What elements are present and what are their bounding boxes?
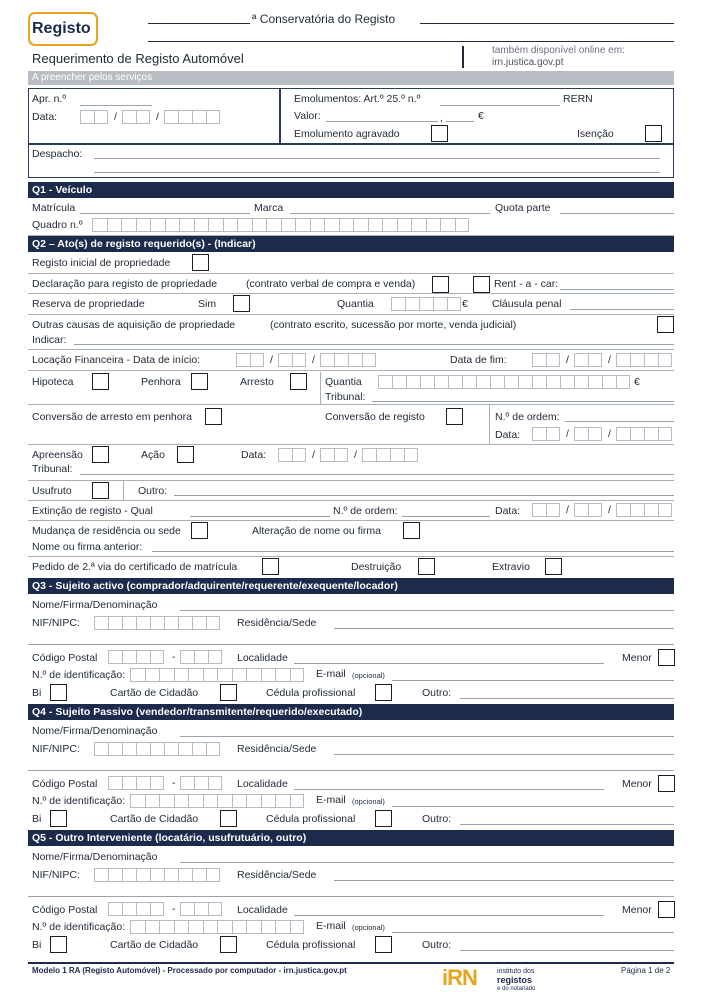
apreensao-data-day[interactable] bbox=[278, 448, 306, 462]
q3-email-opcional: (opcional) bbox=[352, 671, 385, 680]
q5-cp-suffix-field[interactable] bbox=[180, 902, 222, 916]
q5-cedula-label: Cédula profissional bbox=[266, 939, 356, 951]
extravio-label: Extravio bbox=[492, 561, 530, 573]
euro-sign: € bbox=[478, 110, 484, 122]
nome-anterior-field[interactable] bbox=[152, 551, 674, 552]
q5-email-opcional: (opcional) bbox=[352, 923, 385, 932]
registo-logo-text: Registo bbox=[32, 20, 91, 37]
q3-outro-field[interactable] bbox=[460, 698, 674, 699]
extincao-data-year[interactable] bbox=[616, 503, 672, 517]
q5-menor-label: Menor bbox=[622, 904, 652, 916]
locacao-inicio-year[interactable] bbox=[320, 353, 376, 367]
q4-residencia-field-2[interactable] bbox=[28, 770, 674, 771]
indicar-label: Indicar: bbox=[32, 334, 67, 346]
q5-menor-checkbox[interactable] bbox=[658, 901, 675, 918]
arresto-label: Arresto bbox=[240, 376, 274, 388]
apreensao-data-month[interactable] bbox=[320, 448, 348, 462]
q4-residencia-label: Residência/Sede bbox=[237, 743, 317, 755]
acao-checkbox[interactable] bbox=[177, 446, 194, 463]
conversao-data-month[interactable] bbox=[574, 427, 602, 441]
hipoteca-checkbox[interactable] bbox=[92, 373, 109, 390]
q5-header bbox=[28, 830, 674, 846]
q5-title: Q5 - Outro Interveniente (locatário, usufrutuário, outro) bbox=[32, 832, 307, 844]
despacho-field-2[interactable] bbox=[94, 172, 660, 173]
isencao-label: Isenção bbox=[577, 128, 614, 140]
q4-header bbox=[28, 704, 674, 720]
extincao-data-day[interactable] bbox=[532, 503, 560, 517]
q5-cp-field[interactable] bbox=[108, 902, 164, 916]
registo-inicial-label: Registo inicial de propriedade bbox=[32, 257, 171, 269]
extincao-n-ordem-label: N.º de ordem: bbox=[333, 505, 398, 517]
q3-email-label: E-mail bbox=[316, 668, 346, 680]
q3-menor-checkbox[interactable] bbox=[658, 649, 675, 666]
footer-model: Modelo 1 RA (Registo Automóvel) - Processado por computador - irn.justica.gov.pt bbox=[32, 966, 347, 975]
tribunal-field[interactable] bbox=[372, 401, 674, 402]
matricula-label: Matrícula bbox=[32, 202, 76, 214]
date-slash: / bbox=[608, 354, 611, 366]
date-slash: / bbox=[354, 449, 357, 461]
rern-label: RERN bbox=[563, 93, 593, 105]
q4-menor-label: Menor bbox=[622, 778, 652, 790]
despacho-field[interactable] bbox=[94, 158, 660, 159]
q3-email-field[interactable] bbox=[392, 680, 674, 681]
data-month-field[interactable] bbox=[122, 110, 150, 124]
q3-nome-label: Nome/Firma/Denominação bbox=[32, 599, 158, 611]
q4-title: Q4 - Sujeito Passivo (vendedor/transmitente/requerido/executado) bbox=[32, 706, 363, 718]
q5-bi-checkbox[interactable] bbox=[50, 936, 67, 953]
valor-label: Valor: bbox=[294, 110, 321, 122]
q5-email-label: E-mail bbox=[316, 920, 346, 932]
q4-nif-field[interactable] bbox=[94, 742, 220, 756]
q4-nid-field[interactable] bbox=[130, 794, 304, 808]
alteracao-label: Alteração de nome ou firma bbox=[252, 525, 381, 537]
acao-label: Ação bbox=[141, 449, 165, 461]
mudanca-checkbox[interactable] bbox=[191, 522, 208, 539]
q4-bi-label: Bi bbox=[32, 813, 42, 825]
header-divider bbox=[462, 46, 464, 68]
q4-bi-checkbox[interactable] bbox=[50, 810, 67, 827]
q3-nif-field[interactable] bbox=[94, 616, 220, 630]
q3-cp-suffix-field[interactable] bbox=[180, 650, 222, 664]
q5-cp-label: Código Postal bbox=[32, 904, 98, 916]
conservatoria-label: ª Conservatória do Registo bbox=[252, 12, 396, 26]
page-number: Página 1 de 2 bbox=[621, 966, 671, 975]
q5-outro-field[interactable] bbox=[460, 950, 674, 951]
destruicao-checkbox[interactable] bbox=[418, 558, 435, 575]
extravio-checkbox[interactable] bbox=[545, 558, 562, 575]
arresto-checkbox[interactable] bbox=[290, 373, 307, 390]
clausula-field[interactable] bbox=[570, 309, 674, 310]
quota-label: Quota parte bbox=[495, 202, 551, 214]
apreensao-data-label: Data: bbox=[241, 449, 267, 461]
rent-label: Rent - a - car: bbox=[494, 278, 559, 290]
reserva-label: Reserva de propriedade bbox=[32, 298, 145, 310]
conversao-registo-checkbox[interactable] bbox=[446, 408, 463, 425]
q4-cp-suffix-field[interactable] bbox=[180, 776, 222, 790]
q3-cp-label: Código Postal bbox=[32, 652, 98, 664]
emolumentos-label: Emolumentos: Art.º 25.º n.º bbox=[294, 93, 421, 105]
data-day-field[interactable] bbox=[80, 110, 108, 124]
irn-logo: iRN bbox=[442, 965, 477, 990]
tribunal2-field[interactable] bbox=[80, 474, 674, 475]
locacao-label: Locação Financeira - Data de início: bbox=[32, 354, 201, 366]
locacao-fim-year[interactable] bbox=[616, 353, 672, 367]
q3-header bbox=[28, 578, 674, 594]
registo-logo bbox=[28, 12, 98, 46]
q3-cedula-checkbox[interactable] bbox=[375, 684, 392, 701]
form-title: Requerimento de Registo Automóvel bbox=[32, 51, 244, 66]
preencher-bar bbox=[28, 71, 674, 85]
date-slash: / bbox=[312, 354, 315, 366]
conversao-data-year[interactable] bbox=[616, 427, 672, 441]
q1-header bbox=[28, 182, 674, 198]
nome-anterior-label: Nome ou firma anterior: bbox=[32, 541, 143, 553]
emolumentos-field[interactable] bbox=[440, 105, 560, 106]
q2-title: Q2 – Ato(s) de registo requerido(s) - (Indicar) bbox=[32, 238, 256, 250]
q3-localidade-field[interactable] bbox=[294, 663, 604, 664]
declaracao-checkbox[interactable] bbox=[432, 276, 449, 293]
usufruto-outro-label: Outro: bbox=[138, 485, 168, 497]
data-year-field[interactable] bbox=[164, 110, 220, 124]
destruicao-label: Destruição bbox=[351, 561, 402, 573]
euro-sign: € bbox=[634, 376, 640, 388]
q5-nome-label: Nome/Firma/Denominação bbox=[32, 851, 158, 863]
clausula-label: Cláusula penal bbox=[492, 298, 562, 310]
conversao-arresto-checkbox[interactable] bbox=[205, 408, 222, 425]
conversao-data-day[interactable] bbox=[532, 427, 560, 441]
irn-line3: e do notariado bbox=[497, 986, 536, 992]
q5-nome-field[interactable] bbox=[180, 862, 674, 863]
conversao-arresto-label: Conversão de arresto em penhora bbox=[32, 411, 192, 423]
date-slash: / bbox=[156, 111, 159, 123]
locacao-fim-day[interactable] bbox=[532, 353, 560, 367]
q5-outro-label: Outro: bbox=[422, 939, 452, 951]
q4-cc-checkbox[interactable] bbox=[220, 810, 237, 827]
quantia-label: Quantia bbox=[337, 298, 374, 310]
q5-localidade-label: Localidade bbox=[237, 904, 288, 916]
q4-residencia-field[interactable] bbox=[334, 754, 674, 755]
isencao-checkbox[interactable] bbox=[645, 125, 662, 142]
q5-nif-label: NIF/NIPC: bbox=[32, 869, 80, 881]
q4-nid-label: N.º de identificação: bbox=[32, 795, 126, 807]
preencher-label: A preencher pelos serviços bbox=[32, 72, 153, 83]
q3-bi-label: Bi bbox=[32, 687, 42, 699]
penhora-label: Penhora bbox=[141, 376, 181, 388]
data-label: Data: bbox=[32, 111, 58, 123]
q3-title: Q3 - Sujeito activo (comprador/adquirente/requerente/exequente/locador) bbox=[32, 580, 398, 592]
q4-outro-label: Outro: bbox=[422, 813, 452, 825]
valor-cents-field[interactable] bbox=[446, 121, 474, 122]
marca-field[interactable] bbox=[290, 213, 490, 214]
q3-outro-label: Outro: bbox=[422, 687, 452, 699]
extincao-label: Extinção de registo - Qual bbox=[32, 505, 153, 517]
matricula-field[interactable] bbox=[80, 213, 250, 214]
q4-menor-checkbox[interactable] bbox=[658, 775, 675, 792]
agravado-label: Emolumento agravado bbox=[294, 128, 400, 140]
q3-nid-field[interactable] bbox=[130, 668, 304, 682]
rent-field[interactable] bbox=[560, 289, 674, 290]
irn-logo-text bbox=[497, 968, 535, 993]
apr-label: Apr. n.º bbox=[32, 93, 67, 105]
penhora-checkbox[interactable] bbox=[191, 373, 208, 390]
extincao-data-month[interactable] bbox=[574, 503, 602, 517]
date-slash: / bbox=[566, 504, 569, 516]
q4-cp-field[interactable] bbox=[108, 776, 164, 790]
q4-email-opcional: (opcional) bbox=[352, 797, 385, 806]
q4-cedula-label: Cédula profissional bbox=[266, 813, 356, 825]
q3-residencia-field-2[interactable] bbox=[28, 644, 674, 645]
euro-sign: € bbox=[462, 298, 468, 310]
despacho-label: Despacho: bbox=[32, 148, 83, 160]
q3-nid-label: N.º de identificação: bbox=[32, 669, 126, 681]
q5-localidade-field[interactable] bbox=[294, 915, 604, 916]
valor-comma: , bbox=[440, 112, 443, 124]
n-ordem-label: N.º de ordem: bbox=[495, 411, 560, 423]
registo-inicial-checkbox[interactable] bbox=[192, 254, 209, 271]
apreensao-label: Apreensão bbox=[32, 449, 83, 461]
q5-residencia-label: Residência/Sede bbox=[237, 869, 317, 881]
q4-cp-label: Código Postal bbox=[32, 778, 98, 790]
date-slash: / bbox=[114, 111, 117, 123]
date-slash: / bbox=[608, 428, 611, 440]
quantia2-field[interactable] bbox=[378, 375, 630, 389]
q5-cc-label: Cartão de Cidadão bbox=[110, 939, 199, 951]
q3-localidade-label: Localidade bbox=[237, 652, 288, 664]
outras-label: Outras causas de aquisição de propriedade bbox=[32, 319, 236, 331]
q5-cp-dash: - bbox=[172, 903, 176, 915]
n-ordem-field[interactable] bbox=[565, 421, 674, 422]
quantia-field[interactable] bbox=[391, 297, 461, 311]
quadro-field[interactable] bbox=[92, 218, 469, 232]
q5-bi-label: Bi bbox=[32, 939, 42, 951]
q4-email-field[interactable] bbox=[392, 806, 674, 807]
q4-nome-field[interactable] bbox=[180, 736, 674, 737]
q5-cc-checkbox[interactable] bbox=[220, 936, 237, 953]
hipoteca-label: Hipoteca bbox=[32, 376, 74, 388]
apr-field[interactable] bbox=[80, 105, 152, 106]
q4-nome-label: Nome/Firma/Denominação bbox=[32, 725, 158, 737]
quota-field[interactable] bbox=[560, 213, 674, 214]
quadro-label: Quadro n.º bbox=[32, 219, 83, 231]
data-fim-label: Data de fim: bbox=[450, 354, 507, 366]
q5-nif-field[interactable] bbox=[94, 868, 220, 882]
extincao-field[interactable] bbox=[190, 516, 330, 517]
date-slash: / bbox=[566, 428, 569, 440]
irn-line2: registos bbox=[497, 975, 533, 985]
date-slash: / bbox=[270, 354, 273, 366]
q3-cp-dash: - bbox=[172, 651, 176, 663]
extincao-n-ordem-field[interactable] bbox=[402, 516, 490, 517]
usufruto-outro-field[interactable] bbox=[174, 495, 674, 496]
usufruto-label: Usufruto bbox=[32, 485, 72, 497]
q1-title: Q1 - Veículo bbox=[32, 184, 93, 196]
q4-nif-label: NIF/NIPC: bbox=[32, 743, 80, 755]
q3-residencia-label: Residência/Sede bbox=[237, 617, 317, 629]
tribunal2-label: Tribunal: bbox=[32, 463, 73, 475]
conversao-registo-label: Conversão de registo bbox=[325, 411, 425, 423]
locacao-inicio-month[interactable] bbox=[278, 353, 306, 367]
sim-checkbox[interactable] bbox=[233, 295, 250, 312]
date-slash: / bbox=[566, 354, 569, 366]
q4-localidade-field[interactable] bbox=[294, 789, 604, 790]
tribunal-label: Tribunal: bbox=[325, 391, 366, 403]
irn-line1: instituto dos bbox=[497, 968, 535, 975]
agravado-checkbox[interactable] bbox=[431, 125, 448, 142]
q5-residencia-field[interactable] bbox=[334, 880, 674, 881]
locacao-inicio-day[interactable] bbox=[236, 353, 264, 367]
valor-field[interactable] bbox=[326, 121, 438, 122]
q5-nid-field[interactable] bbox=[130, 920, 304, 934]
q3-nif-label: NIF/NIPC: bbox=[32, 617, 80, 629]
online-url[interactable]: irn.justica.gov.pt bbox=[492, 57, 564, 68]
contrato-verbal-label: (contrato verbal de compra e venda) bbox=[246, 278, 416, 290]
q3-menor-label: Menor bbox=[622, 652, 652, 664]
sim-label: Sim bbox=[198, 298, 217, 310]
apreensao-checkbox[interactable] bbox=[92, 446, 109, 463]
quantia2-label: Quantia bbox=[325, 376, 362, 388]
locacao-fim-month[interactable] bbox=[574, 353, 602, 367]
q4-outro-field[interactable] bbox=[460, 824, 674, 825]
contrato-escrito-label: (contrato escrito, sucessão por morte, venda judicial) bbox=[270, 319, 517, 331]
date-slash: / bbox=[312, 449, 315, 461]
q3-cc-checkbox[interactable] bbox=[220, 684, 237, 701]
q3-bi-checkbox[interactable] bbox=[50, 684, 67, 701]
usufruto-checkbox[interactable] bbox=[92, 482, 109, 499]
pedido-label: Pedido de 2.ª via do certificado de matrícula bbox=[32, 561, 238, 573]
q4-localidade-label: Localidade bbox=[237, 778, 288, 790]
pedido-checkbox[interactable] bbox=[262, 558, 279, 575]
q4-cc-label: Cartão de Cidadão bbox=[110, 813, 199, 825]
q5-residencia-field-2[interactable] bbox=[28, 896, 674, 897]
extincao-data-label: Data: bbox=[495, 505, 521, 517]
apreensao-data-year[interactable] bbox=[362, 448, 418, 462]
rent-checkbox[interactable] bbox=[473, 276, 490, 293]
date-slash: / bbox=[608, 504, 611, 516]
outras-checkbox[interactable] bbox=[657, 316, 674, 333]
alteracao-checkbox[interactable] bbox=[403, 522, 420, 539]
q3-cp-field[interactable] bbox=[108, 650, 164, 664]
conversao-data-label: Data: bbox=[495, 429, 521, 441]
q5-cedula-checkbox[interactable] bbox=[375, 936, 392, 953]
marca-label: Marca bbox=[254, 202, 284, 214]
q3-cc-label: Cartão de Cidadão bbox=[110, 687, 199, 699]
q3-residencia-field[interactable] bbox=[334, 628, 674, 629]
q4-cp-dash: - bbox=[172, 777, 176, 789]
q5-email-field[interactable] bbox=[392, 932, 674, 933]
declaracao-label: Declaração para registo de propriedade bbox=[32, 278, 218, 290]
q3-cedula-label: Cédula profissional bbox=[266, 687, 356, 699]
mudanca-label: Mudança de residência ou sede bbox=[32, 525, 181, 537]
q4-cedula-checkbox[interactable] bbox=[375, 810, 392, 827]
q3-nome-field[interactable] bbox=[180, 610, 674, 611]
indicar-field[interactable] bbox=[74, 344, 674, 345]
online-label: também disponível online em: bbox=[492, 45, 625, 56]
q5-nid-label: N.º de identificação: bbox=[32, 921, 126, 933]
q4-email-label: E-mail bbox=[316, 794, 346, 806]
q2-header bbox=[28, 236, 674, 252]
